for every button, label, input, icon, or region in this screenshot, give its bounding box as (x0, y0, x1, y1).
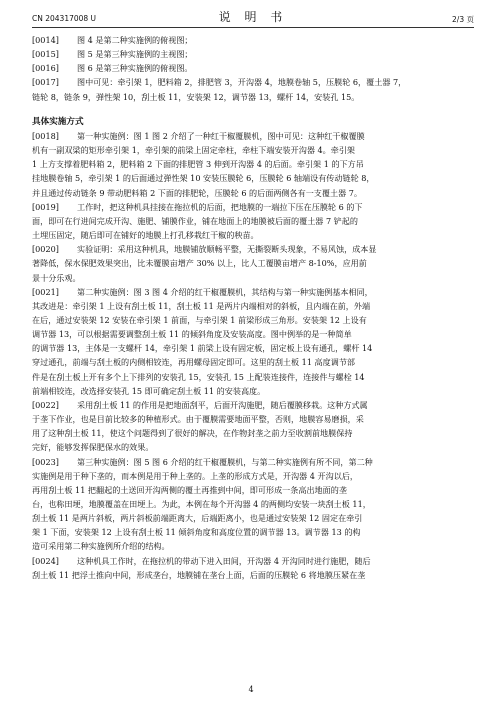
header-rule (32, 27, 474, 28)
paragraph-line: 机有一副双梁的矩形牵引架 1，牵引架的前梁上固定牵柱，牵柱下端安装开沟器 4。牵引架 (32, 145, 356, 156)
paragraph-number: [0023] (32, 456, 59, 467)
paragraph-line: 再用刮土板 11 把翻起的土送回开沟两侧的覆土再推到中间，即可形成一条高出地面的垄 (32, 484, 347, 495)
paragraph-line: 第一种实施例：图 1 图 2 介绍了一种红干椒覆膜机，图中可见：这种红干椒覆膜 (77, 130, 365, 141)
paragraph-0019 (32, 200, 468, 242)
paragraph-line: 件是在刮土板上开有多个上下排列的安装孔 15，安装孔 15 上配装连接件，连接件与螺栓 14 (32, 371, 365, 382)
paragraph-number: [0016] (32, 63, 59, 74)
paragraph-line: 刮土板 11 是两片斜板，两片斜板前端距离大，后端距离小，也是通过安装架 12 固定在牵引 (32, 513, 363, 524)
paragraph-line: 台，也称田埂，地膜覆盖在田埂上。为此，本例在每个开沟器 4 的两侧均安装一块刮土板 11， (32, 499, 371, 509)
paragraph-line: 第三种实施例：图 5 图 6 介绍的红干椒覆膜机，与第二种实施例有所不同，第二种 (77, 456, 373, 467)
section-gap (32, 104, 468, 115)
paragraph-number: [0022] (32, 399, 59, 410)
paragraph-0020 (32, 242, 468, 284)
paragraph-0016 (32, 61, 468, 75)
paragraph-line: 穿过通孔，前端与刮土板的内侧相铰连，再用螺母固定即可。这里的刮土板 11 高度调节部 (32, 357, 356, 368)
paragraph-line: 这种机具工作时，在拖拉机的带动下进入田间，开沟器 4 开沟同时进行施肥，随后 (77, 555, 371, 566)
page-number: 4 (248, 685, 254, 694)
paragraph-number: [0020] (32, 244, 59, 255)
paragraph-0023 (32, 455, 468, 554)
paragraph-number: [0018] (32, 130, 59, 141)
paragraph-number: [0021] (32, 286, 59, 297)
paragraph-line: 景十分乐观。 (32, 272, 81, 283)
paragraph-line: 用了这种刮土板 11，使这个问题得到了很好的解决，在作物封垄之前力至收割前地膜保持 (32, 428, 353, 439)
document-title: 说 明 书 (218, 10, 288, 24)
paragraph-line: 造可采用第二种实施例所介绍的结构。 (32, 541, 170, 552)
paragraph-0017 (32, 75, 468, 103)
paragraph-0014 (32, 33, 468, 47)
paragraph-0015 (32, 47, 468, 61)
paragraph-0021 (32, 285, 468, 398)
paragraph-line: 链轮 8，链条 9，弹性架 10，刮土板 11，安装架 12，调节器 13，螺杆 14，安装孔 15。 (32, 91, 360, 102)
paragraph-line: 刮土板 11 把浮土推向中间，形成垄台，地膜铺在垄台上面，后面的压膜轮 6 将地膜压紧在垄 (32, 569, 366, 580)
paragraph-line: 采用刮土板 11 的作用是把地面刮平，后面开沟施肥，随后覆膜移栽。这种方式属 (77, 399, 368, 410)
publication-number: CN 204317008 U (32, 14, 97, 23)
paragraph-line: 工作时，把这种机具挂接在拖拉机的后面，把地膜的一端拉下压在压膜轮 6 的下 (77, 201, 363, 212)
paragraph-line: 土埋压固定，随后即可在铺好的地膜上打孔移栽红干椒的秧苗。 (32, 230, 259, 241)
paragraph-line: 其改进是：牵引架 1 上设有刮土板 11，刮土板 11 是两片内端相对的斜板，且内端在前，外端 (32, 300, 371, 311)
paragraph-0022 (32, 398, 468, 455)
paragraph-number: [0017] (32, 77, 59, 88)
paragraph-line: 图中可见：牵引架 1，肥料箱 2，排肥管 3，开沟器 4，地膜卷轴 5，压膜轮 6，覆土器 7， (77, 77, 407, 88)
paragraph-line: 挂地膜卷轴 5，牵引架 1 的后面通过弹性架 10 安装压膜轮 6，压膜轮 6 轴端设有传动链轮 8， (32, 173, 375, 184)
paragraph-number: [0015] (32, 49, 59, 60)
paragraph-line: 在后，通过安装架 12 安装在牵引架 1 前面，与牵引架 1 前梁形成三角形。安装架 12 上设有 (32, 314, 367, 325)
paragraph-line: 架 1 下面，安装架 12 上设有刮土板 11 倾斜角度和高度位置的调节器 13。调节器 13 的构 (32, 527, 361, 538)
paragraph-text: 图 6 是第三种实施例的俯视图。 (77, 63, 193, 74)
paragraph-number: [0024] (32, 555, 59, 566)
paragraph-line: 实施例是用于种下垄的，而本例是用于种上垄的。上垄的形成方式是，开沟器 4 开沟以后， (32, 470, 358, 481)
document-body (32, 33, 468, 582)
paragraph-line: 完好，能够发挥保肥保水的效果。 (32, 442, 154, 453)
paragraph-line: 调节器 13，可以根据需要调整刮土板 11 的倾斜角度及安装高度。图中例举的是一种简单 (32, 329, 352, 340)
paragraph-line: 并且通过传动链条 9 带动肥料箱 2 下面的排肥轮，压膜轮 6 的后面两侧各有一支覆土器 7。 (32, 187, 362, 198)
paragraph-0024 (32, 554, 468, 582)
paragraph-line: 面，即可在行进间完成开沟、施肥、铺膜作业，铺在地面上的地膜被后面的覆土器 7 铲起的 (32, 215, 358, 226)
paragraph-line: 第二种实施例：图 3 图 4 介绍的红干椒覆膜机，其结构与第一种实施例基本相同， (77, 286, 373, 297)
paragraph-number: [0014] (32, 35, 59, 45)
page-header (32, 6, 474, 26)
paragraph-line: 著降低，保水保肥效果突出，比未覆膜亩增产 30% 以上，比人工覆膜亩增产 8-10%，应用前 (32, 258, 367, 269)
paragraph-line: 实验证明：采用这种机具，地膜铺放顺畅平整，无撕裂断头现象，不易风蚀，成本显 (77, 244, 377, 255)
page-indicator: 2/3 页 (452, 15, 474, 24)
paragraph-line: 1 上方支撑着肥料箱 2，肥料箱 2 下面的排肥管 3 伸到开沟器 4 的后面。牵引架 1 的下方吊 (32, 159, 364, 170)
paragraph-0018 (32, 129, 468, 200)
paragraph-line: 的调节器 13，主体是一支螺杆 14，牵引架 1 前梁上设有固定板，固定板上设有通孔，螺杆 14 (32, 343, 373, 354)
paragraph-number: [0019] (32, 201, 59, 212)
section-heading: 具体实施方式 (32, 116, 84, 127)
paragraph-text: 图 5 是第三种实施例的主视图； (77, 49, 193, 60)
paragraph-line: 于垄下作业，也是目前比较多的种植形式。由于覆膜需要地面平整，否则，地膜容易磨损，采 (32, 414, 364, 425)
paragraph-text: 图 4 是第二种实施例的俯视图； (77, 35, 193, 45)
paragraph-line: 前端相铰连，改选择安装孔 15 即可确定刮土板 11 的安装高度。 (32, 385, 266, 396)
